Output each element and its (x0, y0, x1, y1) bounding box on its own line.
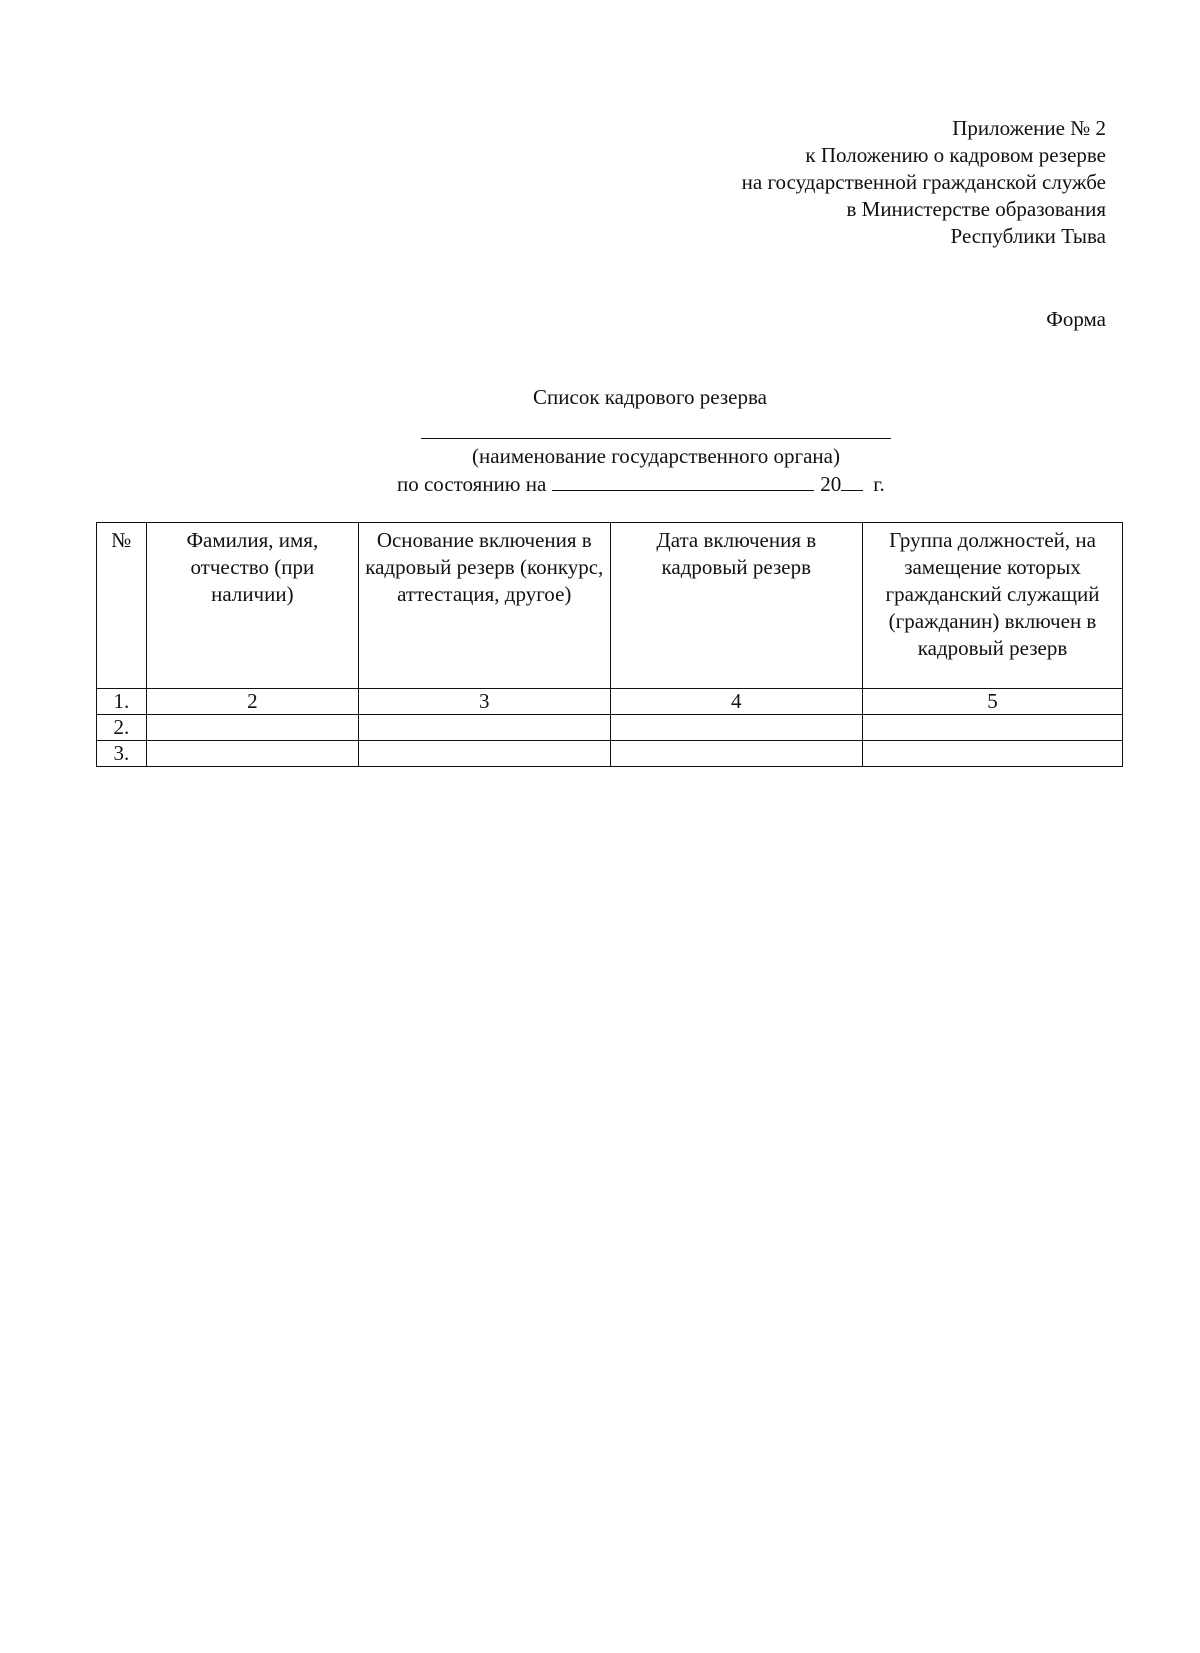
table-header-row (97, 523, 1123, 689)
appendix-line: Республики Тыва (950, 224, 1106, 248)
table-cell (863, 741, 1123, 767)
table-cell: 2 (146, 689, 358, 715)
table-cell (610, 741, 863, 767)
appendix-line: в Министерстве образования (846, 197, 1106, 221)
table-cell (146, 715, 358, 741)
year-suffix: г. (873, 472, 885, 496)
header-number: № (97, 523, 147, 689)
document-title: Список кадрового резерва (533, 385, 767, 409)
table-row (97, 741, 1123, 767)
header-inclusion-date: Дата включения в кадровый резерв (610, 523, 863, 689)
table-cell (359, 741, 610, 767)
table-cell: 5 (863, 689, 1123, 715)
as-of-date-line (397, 471, 885, 498)
as-of-prefix: по состоянию на (397, 472, 547, 496)
year-prefix: 20 (820, 472, 842, 496)
table-cell (146, 741, 358, 767)
reserve-table (96, 522, 1123, 767)
appendix-line: на государственной гражданской службе (741, 170, 1106, 194)
appendix-reference (742, 115, 1106, 250)
table-cell: 3. (97, 741, 147, 767)
form-label: Форма (1046, 307, 1106, 331)
org-name-blank-line (421, 438, 891, 439)
table-row (97, 689, 1123, 715)
table-cell: 1. (97, 689, 147, 715)
appendix-line: к Положению о кадровом резерве (805, 143, 1106, 167)
table-cell: 2. (97, 715, 147, 741)
header-position-group: Группа должностей, на замещение которых гражданский служащий (гражданин) включен в кадровый резерв (863, 523, 1123, 689)
table-row (97, 715, 1123, 741)
table-cell (610, 715, 863, 741)
table-cell (359, 715, 610, 741)
table-cell: 3 (359, 689, 610, 715)
header-full-name: Фамилия, имя, отчество (при наличии) (146, 523, 358, 689)
date-blank-line (552, 472, 814, 491)
table-cell (863, 715, 1123, 741)
appendix-line: Приложение № 2 (952, 116, 1106, 140)
table-cell: 4 (610, 689, 863, 715)
year-blank-line (841, 472, 863, 491)
header-inclusion-basis: Основание включения в кадровый резерв (конкурс, аттестация, другое) (359, 523, 610, 689)
org-name-caption: (наименование государственного органа) (472, 444, 840, 468)
